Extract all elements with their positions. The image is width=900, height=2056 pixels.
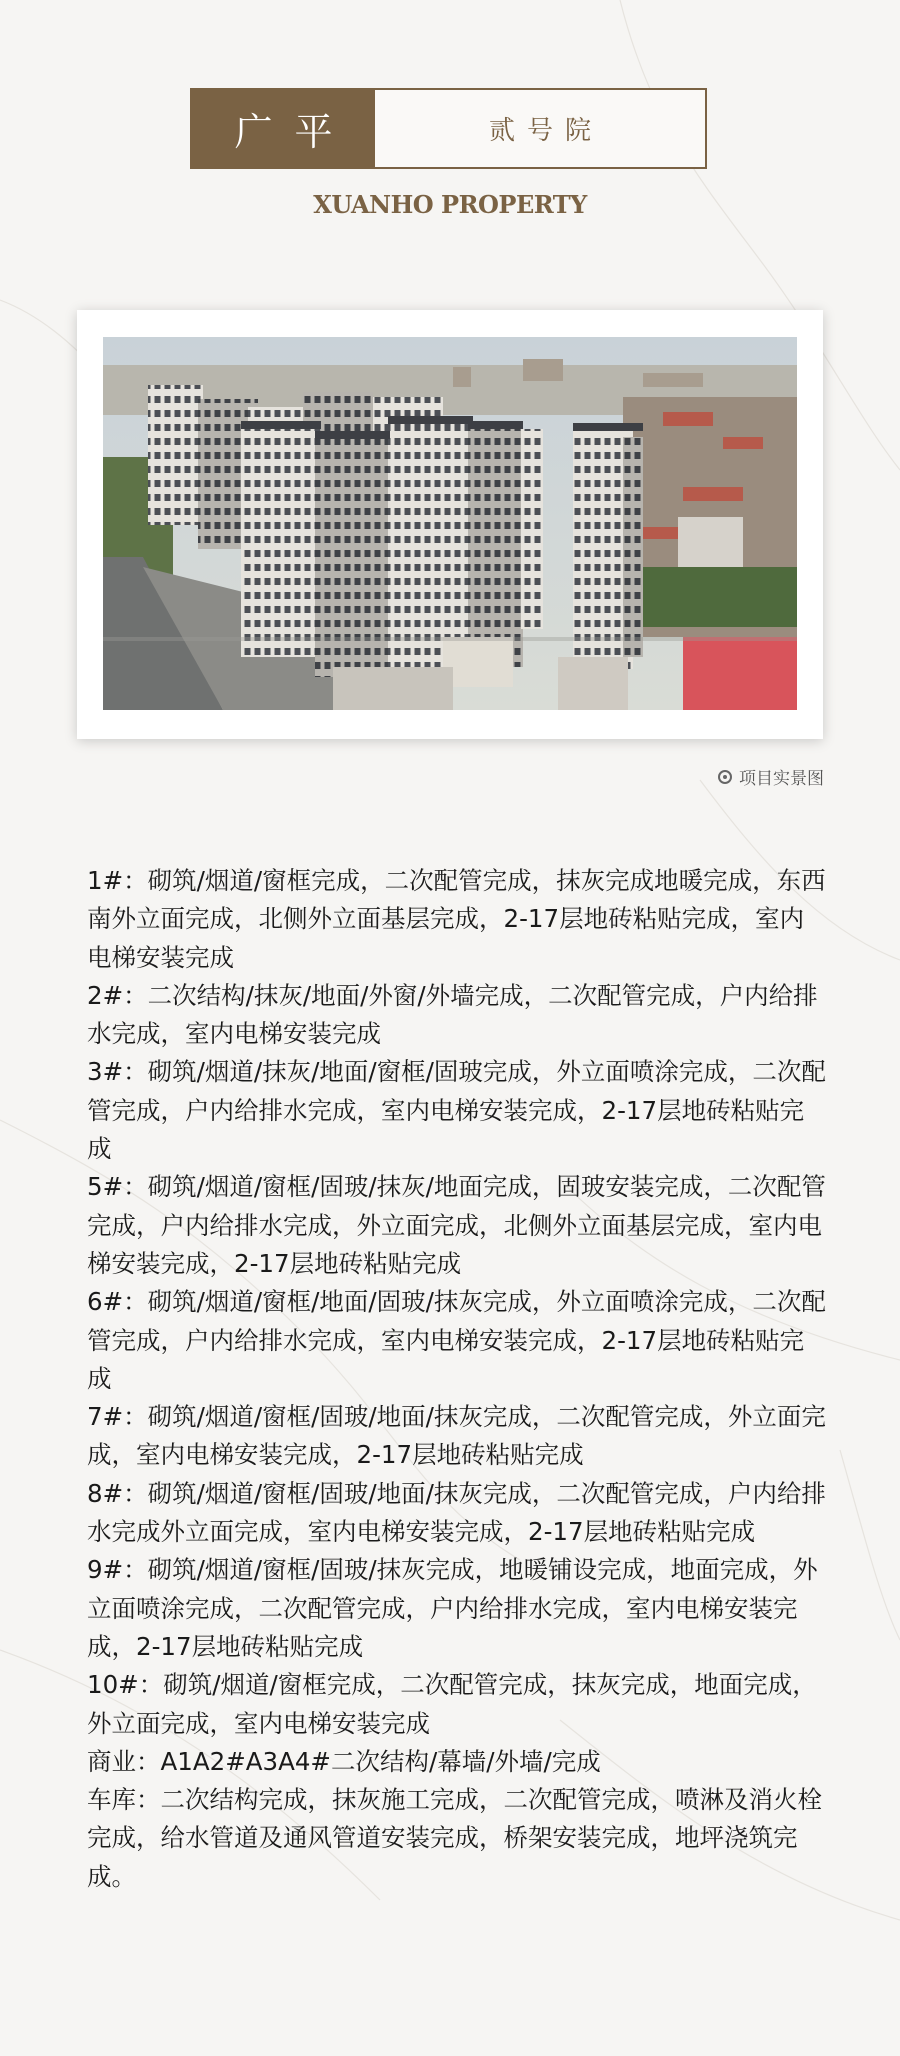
progress-item: 6#：砌筑/烟道/窗框/地面/固玻/抹灰完成，外立面喷涂完成，二次配管完成，户内给排水完成，室内电梯安装完成，2-17层地砖粘贴完成: [87, 1287, 826, 1393]
project-site-photo: [103, 337, 797, 710]
progress-item: 3#：砌筑/烟道/抹灰/地面/窗框/固玻完成，外立面喷涂完成，二次配管完成，户内给排水完成，室内电梯安装完成，2-17层地砖粘贴完成: [87, 1057, 826, 1164]
construction-progress-list: [87, 862, 827, 1896]
progress-item: 2#：二次结构/抹灰/地面/外窗/外墙完成，二次配管完成，户内给排水完成，室内电梯安装完成: [87, 980, 818, 1049]
progress-item: 1#：砌筑/烟道/窗框完成，二次配管完成，抹灰完成地暖完成，东西南外立面完成，北侧外立面基层完成，2-17层地砖粘贴完成，室内电梯安装完成: [87, 866, 826, 972]
header-location: 广平: [192, 90, 375, 167]
brand-name: XUANHO PROPERTY: [313, 190, 587, 219]
header-project-name: 贰号院: [488, 116, 603, 146]
photo-frame: [77, 310, 823, 739]
progress-item: 9#：砌筑/烟道/窗框/固玻/抹灰完成，地暖铺设完成，地面完成，外立面喷涂完成，二次配管完成，户内给排水完成，室内电梯安装完成，2-17层地砖粘贴完成: [87, 1555, 818, 1661]
progress-item: 10#：砌筑/烟道/窗框完成，二次配管完成，抹灰完成，地面完成，外立面完成，室内电梯安装完成: [87, 1670, 817, 1738]
header-title-box: [190, 88, 707, 169]
photo-caption: [718, 764, 824, 789]
progress-item: 5#：砌筑/烟道/窗框/固玻/抹灰/地面完成，固玻安装完成，二次配管完成，户内给排水完成，外立面完成，北侧外立面基层完成，室内电梯安装完成，2-17层地砖粘贴完成: [87, 1172, 826, 1278]
progress-item: 车库：二次结构完成，抹灰施工完成，二次配管完成，喷淋及消火栓完成，给水管道及通风管道安装完成，桥架安装完成，地坪浇筑完成。: [87, 1785, 822, 1891]
target-icon: [718, 770, 732, 784]
progress-item: 7#：砌筑/烟道/窗框/固玻/地面/抹灰完成，二次配管完成，外立面完成，室内电梯安装完成，2-17层地砖粘贴完成: [87, 1402, 826, 1470]
progress-item: 8#：砌筑/烟道/窗框/固玻/地面/抹灰完成，二次配管完成，户内给排水完成外立面完成，室内电梯安装完成，2-17层地砖粘贴完成: [87, 1478, 826, 1547]
progress-item: 商业：A1A2#A3A4#二次结构/幕墙/外墙/完成: [87, 1746, 601, 1776]
photo-caption-text: 项目实景图: [739, 769, 824, 789]
